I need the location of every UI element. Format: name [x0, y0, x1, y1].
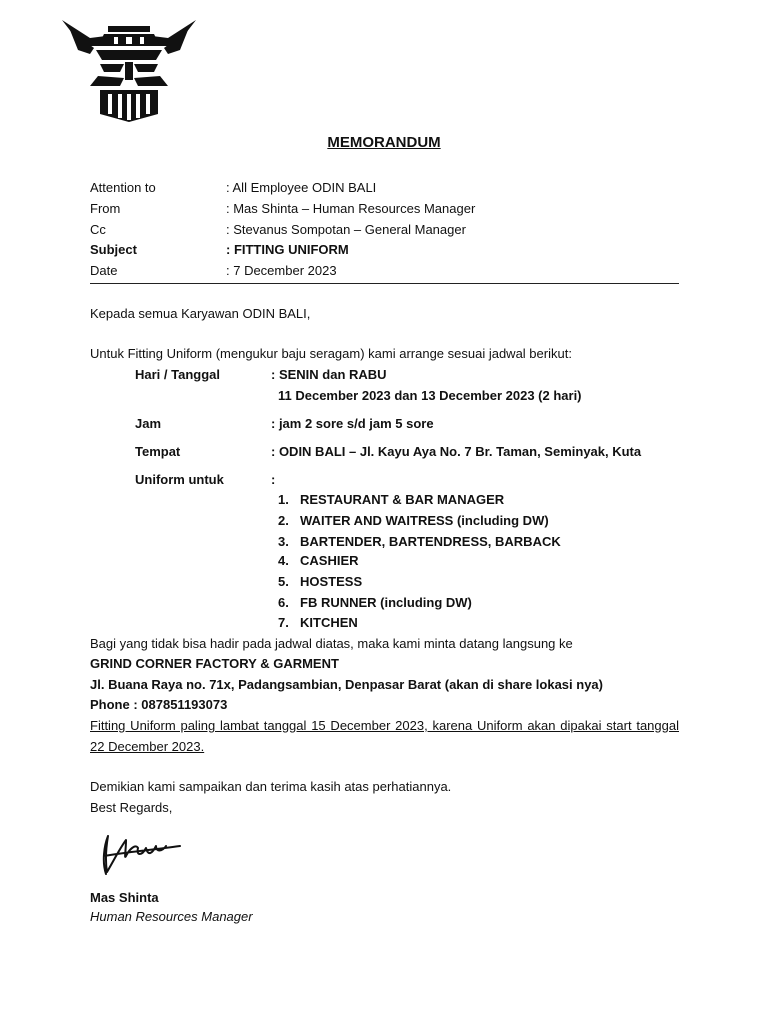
day-label: Hari / Tanggal: [135, 367, 220, 382]
list-item-number: 5.: [278, 574, 289, 589]
place-value: : ODIN BALI – Jl. Kayu Aya No. 7 Br. Taman, Seminyak, Kuta: [271, 444, 642, 459]
viking-head-logo-icon: [60, 16, 198, 122]
time-value: : jam 2 sore s/d jam 5 sore: [271, 416, 434, 431]
signatory-position: Human Resources Manager: [90, 909, 253, 924]
day-value-dates: 11 December 2023 dan 13 December 2023 (2 hari): [278, 388, 582, 403]
list-item-number: 3.: [278, 534, 289, 549]
factory-name: GRIND CORNER FACTORY & GARMENT: [90, 656, 339, 671]
list-item-number: 7.: [278, 615, 289, 630]
list-item-number: 2.: [278, 513, 289, 528]
cc-label: Cc: [90, 222, 106, 237]
list-item: KITCHEN: [300, 615, 358, 630]
list-item: HOSTESS: [300, 574, 363, 589]
list-item-number: 1.: [278, 492, 289, 507]
attention-label: Attention to: [90, 180, 156, 195]
closing-text: Demikian kami sampaikan dan terima kasih atas perhatiannya.: [90, 779, 452, 794]
from-value: : Mas Shinta – Human Resources Manager: [226, 201, 476, 216]
alternative-text: Bagi yang tidak bisa hadir pada jadwal diatas, maka kami minta datang langsung ke: [90, 636, 573, 651]
attention-value: : All Employee ODIN BALI: [226, 180, 377, 195]
subject-label: Subject: [90, 242, 137, 257]
intro-text: Untuk Fitting Uniform (mengukur baju seragam) kami arrange sesuai jadwal berikut:: [90, 346, 572, 361]
memo-title: MEMORANDUM: [327, 134, 441, 151]
header-divider: [90, 283, 679, 284]
handwritten-signature: [96, 826, 186, 880]
day-value: : SENIN dan RABU: [271, 367, 387, 382]
factory-address: Jl. Buana Raya no. 71x, Padangsambian, Denpasar Barat (akan di share lokasi nya): [90, 677, 603, 692]
uniform-label: Uniform untuk: [135, 472, 224, 487]
factory-phone: Phone : 087851193073: [90, 697, 228, 712]
cc-value: : Stevanus Sompotan – General Manager: [226, 222, 466, 237]
signatory-name: Mas Shinta: [90, 890, 159, 905]
date-label: Date: [90, 263, 118, 278]
list-item: WAITER AND WAITRESS (including DW): [300, 513, 549, 528]
list-item: CASHIER: [300, 553, 359, 568]
date-value: : 7 December 2023: [226, 263, 337, 278]
place-label: Tempat: [135, 444, 181, 459]
list-item: BARTENDER, BARTENDRESS, BARBACK: [300, 534, 561, 549]
regards-text: Best Regards,: [90, 800, 173, 815]
list-item-number: 4.: [278, 553, 289, 568]
list-item: FB RUNNER (including DW): [300, 595, 472, 610]
subject-value: : FITTING UNIFORM: [226, 242, 349, 257]
list-item: RESTAURANT & BAR MANAGER: [300, 492, 505, 507]
list-item-number: 6.: [278, 595, 289, 610]
deadline-note: Fitting Uniform paling lambat tanggal 15 December 2023, karena Uniform akan dipakai start tanggal 22 December 2023.: [90, 718, 679, 754]
greeting: Kepada semua Karyawan ODIN BALI,: [90, 306, 311, 321]
uniform-colon: :: [271, 472, 276, 487]
time-label: Jam: [135, 416, 162, 431]
from-label: From: [90, 201, 121, 216]
